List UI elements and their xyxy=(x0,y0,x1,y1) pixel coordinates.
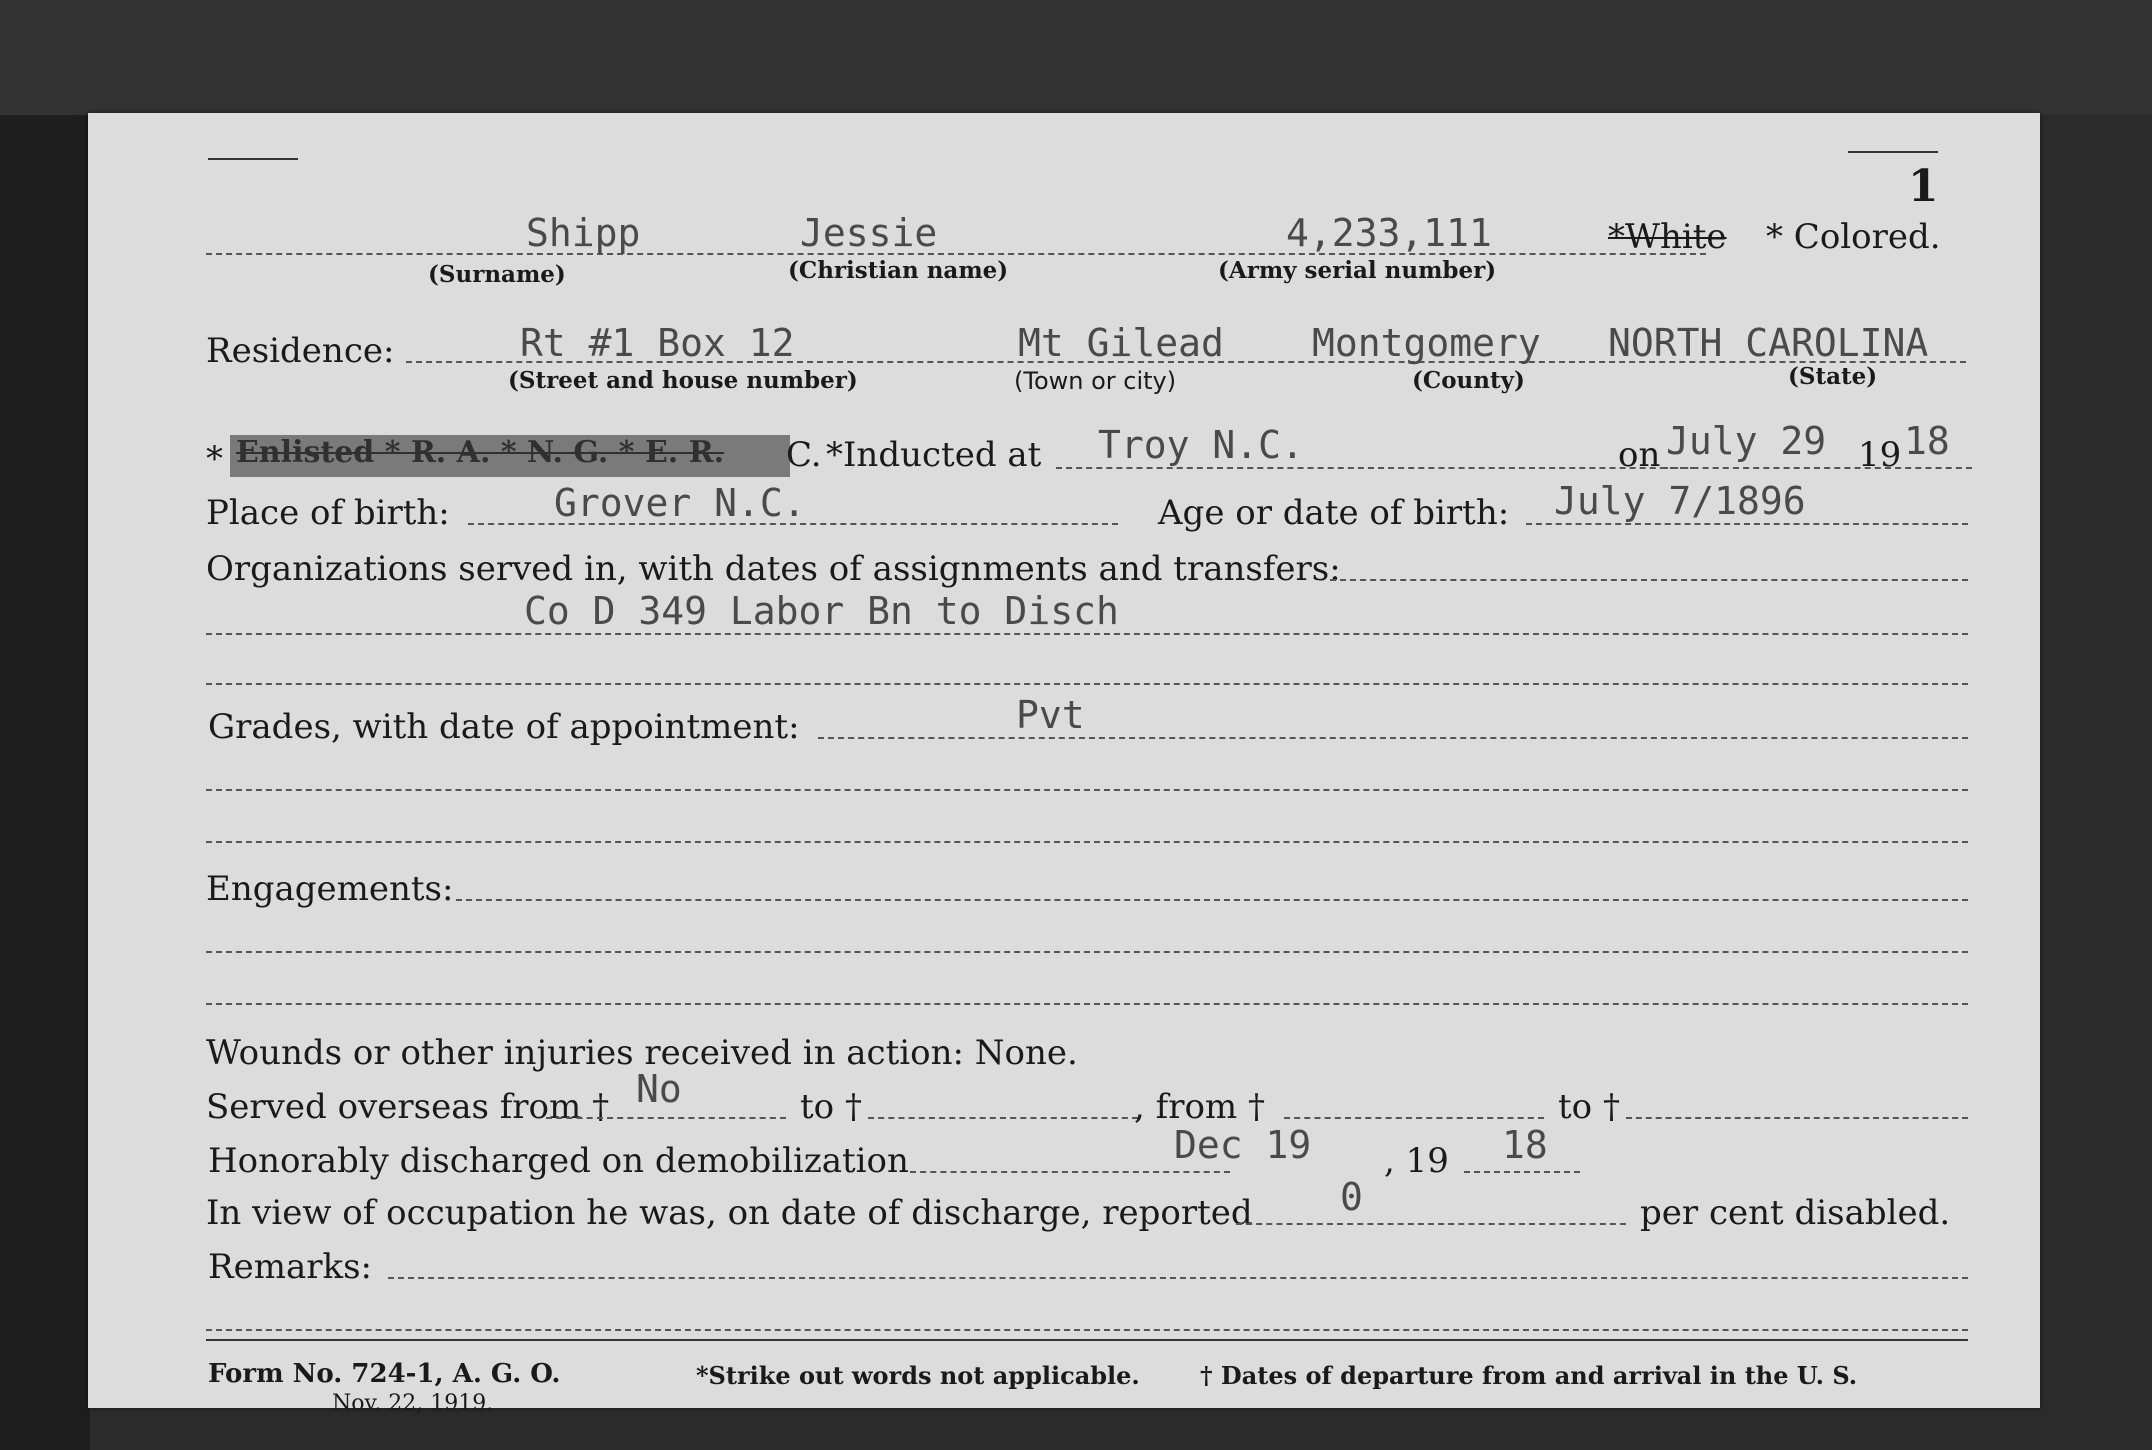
organizations-line-3 xyxy=(206,683,1968,685)
overseas-from2-label: , from † xyxy=(1134,1087,1265,1127)
top-left-rule xyxy=(208,158,298,160)
organizations-value: Co D 349 Labor Bn to Disch xyxy=(524,589,1119,633)
remarks-line-2 xyxy=(206,1329,1968,1331)
discharge-label: Honorably discharged on demobilization xyxy=(208,1141,909,1181)
form-number: Form No. 724-1, A. G. O. xyxy=(208,1359,561,1389)
induction-year-suffix: 18 xyxy=(1904,419,1950,463)
age-line xyxy=(1526,523,1968,525)
grades-line-3 xyxy=(206,841,1968,843)
discharge-year-suffix: 18 xyxy=(1502,1123,1548,1167)
dates-note: † Dates of departure from and arrival in the U. S. xyxy=(1200,1361,1858,1390)
state-caption: (State) xyxy=(1788,363,1878,390)
discharge-date-value: Dec 19 xyxy=(1174,1123,1312,1167)
enlisted-struck: Enlisted * R. A. * N. G. * E. R. xyxy=(236,435,725,470)
christian-name-caption: (Christian name) xyxy=(788,257,1009,284)
disability-suffix: per cent disabled. xyxy=(1640,1193,1951,1233)
induction-date-value: July 29 xyxy=(1666,419,1827,463)
surname-value: Shipp xyxy=(526,211,641,255)
christian-name-value: Jessie xyxy=(800,211,938,255)
draft-record-card xyxy=(88,113,2040,1416)
discharge-date-line xyxy=(910,1171,1230,1173)
street-value: Rt #1 Box 12 xyxy=(520,321,795,365)
date-of-birth-value: July 7/1896 xyxy=(1554,479,1806,523)
engagements-label: Engagements: xyxy=(206,869,454,909)
discharge-year-line xyxy=(1464,1171,1580,1173)
wounds-label: Wounds or other injuries received in action: None. xyxy=(206,1033,1078,1073)
engagements-line-2 xyxy=(206,951,1968,953)
remarks-line-1 xyxy=(388,1277,1968,1279)
form-date: Nov. 22, 1919. xyxy=(332,1391,494,1416)
overseas-to1-label: to † xyxy=(800,1087,862,1127)
overseas-label: Served overseas from † xyxy=(206,1087,610,1127)
surname-caption: (Surname) xyxy=(428,261,566,288)
town-caption: (Town or city) xyxy=(1014,367,1177,395)
county-caption: (County) xyxy=(1412,367,1525,394)
strike-note: *Strike out words not applicable. xyxy=(696,1361,1140,1390)
state-value: NORTH CAROLINA xyxy=(1608,321,1929,365)
place-of-birth-label: Place of birth: xyxy=(206,493,450,533)
inducted-at-value: Troy N.C. xyxy=(1098,423,1304,467)
place-of-birth-value: Grover N.C. xyxy=(554,481,806,525)
disability-label: In view of occupation he was, on date of discharge, reported xyxy=(206,1193,1253,1233)
overseas-to1-line xyxy=(868,1117,1138,1119)
inducted-at-line xyxy=(1056,467,1696,469)
residence-label: Residence: xyxy=(206,331,395,371)
remarks-label: Remarks: xyxy=(208,1247,372,1287)
overseas-to2-line xyxy=(1626,1117,1968,1119)
organizations-line-1 xyxy=(1330,579,1968,581)
county-value: Montgomery xyxy=(1312,321,1541,365)
race-colored: * Colored. xyxy=(1766,217,1941,257)
c-suffix: C. xyxy=(786,435,822,475)
age-label: Age or date of birth: xyxy=(1158,493,1510,533)
scan-background-top xyxy=(0,0,2152,115)
overseas-from1-value: No xyxy=(636,1067,682,1111)
footer-rule xyxy=(206,1339,1968,1341)
on-label: on xyxy=(1618,435,1661,475)
disability-line xyxy=(1236,1223,1626,1225)
town-value: Mt Gilead xyxy=(1018,321,1224,365)
grades-line-2 xyxy=(206,789,1968,791)
grades-value: Pvt xyxy=(1016,693,1085,737)
engagements-line-1 xyxy=(456,899,1968,901)
army-serial-value: 4,233,111 xyxy=(1286,211,1492,255)
discharge-year-prefix: , 19 xyxy=(1384,1141,1449,1181)
grades-line-1 xyxy=(818,737,1968,739)
inducted-label: *Inducted at xyxy=(826,435,1042,475)
overseas-to2-label: to † xyxy=(1558,1087,1620,1127)
scan-background-left xyxy=(0,0,90,1450)
induction-year-prefix: 19 xyxy=(1858,435,1902,475)
overseas-from2-line xyxy=(1284,1117,1544,1119)
disability-value: 0 xyxy=(1340,1175,1363,1219)
overseas-from1-line xyxy=(546,1117,786,1119)
serial-caption: (Army serial number) xyxy=(1218,257,1497,284)
street-caption: (Street and house number) xyxy=(508,367,858,394)
organizations-label: Organizations served in, with dates of assignments and transfers: xyxy=(206,549,1341,589)
induction-date-line xyxy=(1662,467,1972,469)
engagements-line-3 xyxy=(206,1003,1968,1005)
race-white-struck: *White xyxy=(1608,217,1727,257)
card-number: 1 xyxy=(1908,161,1939,212)
induction-star: * xyxy=(206,439,223,479)
top-right-rule xyxy=(1848,151,1938,153)
organizations-line-2 xyxy=(206,633,1968,635)
grades-label: Grades, with date of appointment: xyxy=(208,707,800,747)
